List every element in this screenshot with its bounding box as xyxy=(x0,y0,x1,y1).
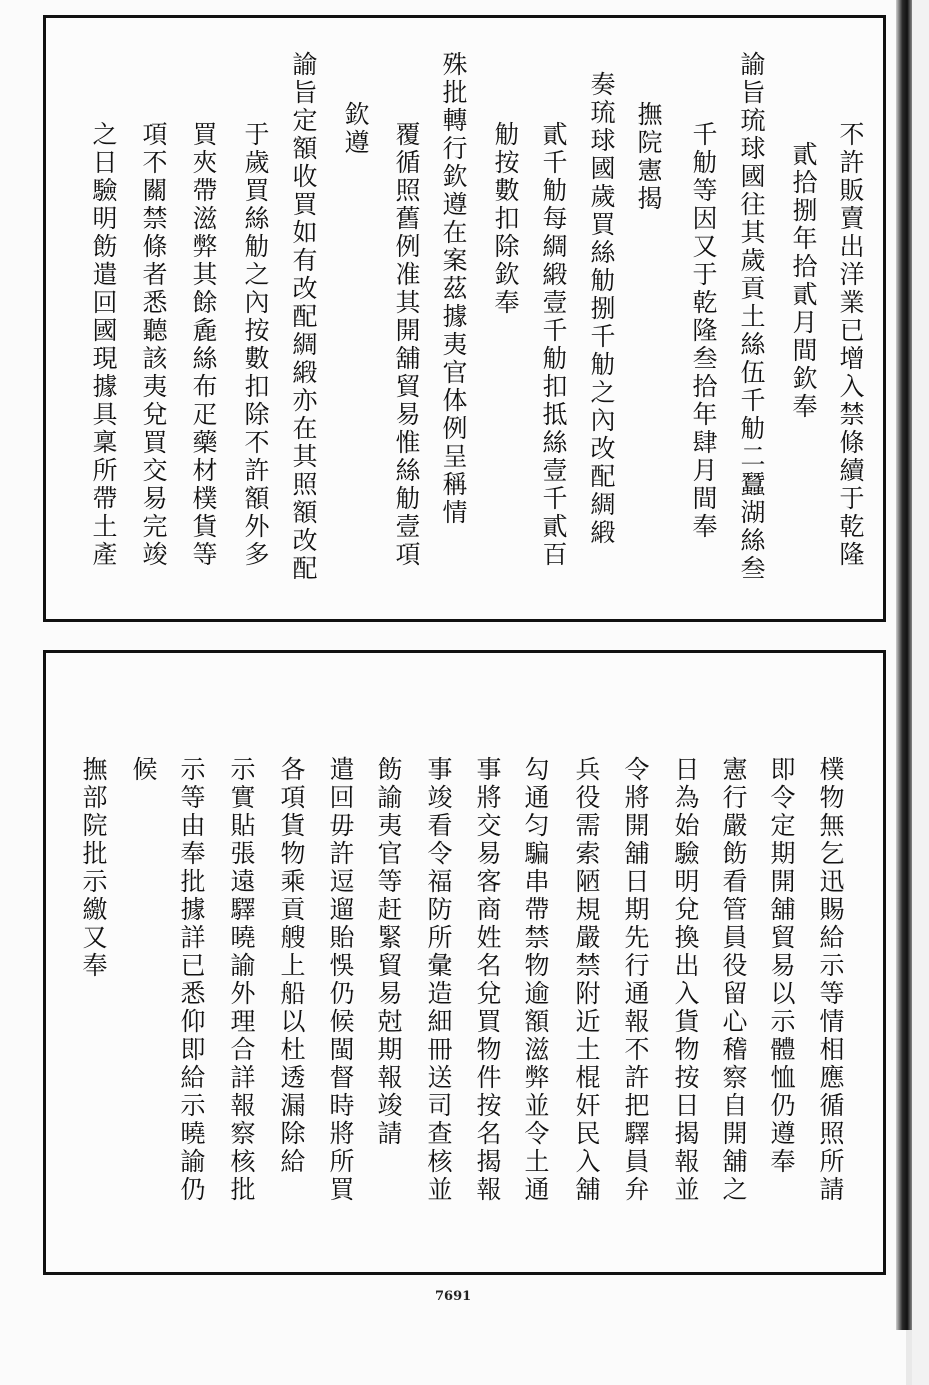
text-column: 憲行嚴飭看管員役留心稽察自開舖之 xyxy=(719,756,748,1204)
text-column: 樸物無乞迅賜給示等情相應循照所請 xyxy=(816,756,845,1204)
text-column: 殊批轉行欽遵在案茲據夷官体例呈稱情 xyxy=(439,51,468,527)
text-column: 示等由奉批據詳已悉仰即給示曉諭仍 xyxy=(177,756,206,1204)
text-column: 之日驗明飭遣回國現據具稟所帶土產 xyxy=(89,121,118,569)
book-spine-shadow xyxy=(896,0,912,1330)
top-text-panel xyxy=(43,15,886,622)
text-column: 不許販賣出洋業已增入禁條續于乾隆 xyxy=(836,121,865,569)
text-column: 欽遵 xyxy=(341,101,370,157)
text-column: 奏琉球國歲買絲觔捌千觔之內改配綢緞 xyxy=(587,71,616,547)
text-column: 買夾帶滋弊其餘麁絲布疋藥材樸貨等 xyxy=(189,121,218,569)
bottom-text-panel xyxy=(43,650,886,1275)
text-column: 撫院憲揭 xyxy=(634,101,663,213)
text-column: 事竣看令福防所彙造細冊送司查核並 xyxy=(424,756,453,1204)
text-column: 于歲買絲觔之內按數扣除不許額外多 xyxy=(241,121,270,569)
text-column: 令將開舖日期先行通報不許把驛員弁 xyxy=(621,756,650,1204)
text-column: 觔按數扣除欽奉 xyxy=(491,121,520,317)
text-column: 即令定期開舖貿易以示體恤仍遵奉 xyxy=(767,756,796,1176)
text-column: 撫部院批示繳又奉 xyxy=(79,756,108,980)
text-column: 項不關禁條者悉聽該夷兌買交易完竣 xyxy=(139,121,168,569)
text-column: 飭諭夷官等赶緊貿易尅期報竣請 xyxy=(374,756,403,1148)
text-column: 兵役需索陋規嚴禁附近土棍奸民入舖 xyxy=(572,756,601,1204)
text-column: 貳拾捌年拾貳月間欽奉 xyxy=(789,141,818,421)
text-column: 覆循照舊例准其開舖貿易惟絲觔壹項 xyxy=(392,121,421,569)
text-column: 示實貼張遠驛曉諭外理合詳報察核批 xyxy=(227,756,256,1204)
text-column: 貳千觔每綢緞壹千觔扣抵絲壹千貳百 xyxy=(539,121,568,569)
page-edge xyxy=(912,0,929,1385)
text-column: 候 xyxy=(129,756,158,784)
text-column: 各項貨物乘貢艘上船以杜透漏除給 xyxy=(277,756,306,1176)
text-column: 勾通匀騙串帶禁物逾額滋弊並令土通 xyxy=(521,756,550,1204)
text-column: 千觔等因又于乾隆叁拾年肆月間奉 xyxy=(689,121,718,541)
text-column: 日為始驗明兌換出入貨物按日揭報並 xyxy=(671,756,700,1204)
text-column: 遣回毋許逗遛貽悞仍候閩督時將所買 xyxy=(326,756,355,1204)
text-column: 事將交易客商姓名兌買物件按名揭報 xyxy=(473,756,502,1204)
text-column: 諭旨定額收買如有改配綢緞亦在其照額改配 xyxy=(289,51,318,583)
page-number: 7691 xyxy=(435,1289,472,1304)
text-column: 諭旨琉球國往其歲貢土絲伍千觔二蠶湖絲叁 xyxy=(737,51,766,583)
